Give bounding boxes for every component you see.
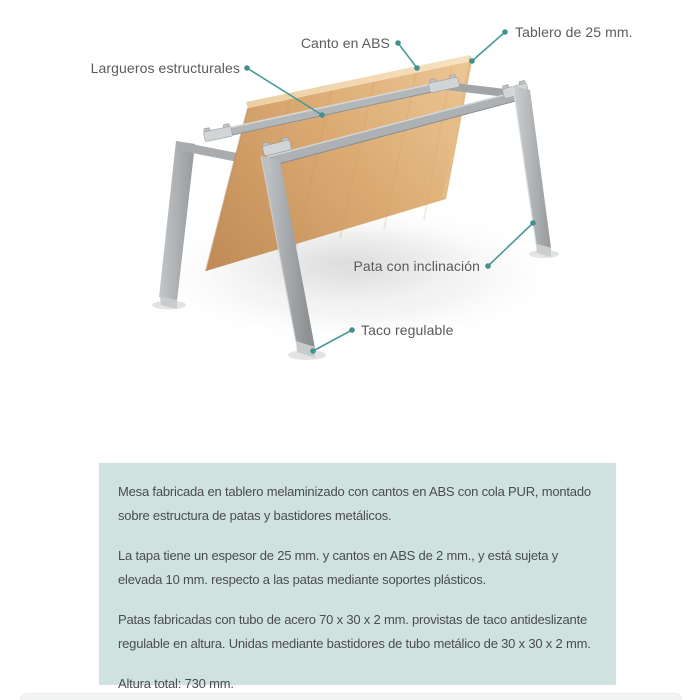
description-panel (99, 463, 616, 691)
label-taco-regulable: Taco regulable (361, 322, 454, 338)
label-canto-abs: Canto en ABS (300, 35, 390, 51)
description-paragraph-2: La tapa tiene un espesor de 25 mm. y cantos en ABS de 2 mm., y está sujeta y elevada 10 mm. respecto a las patas mediante soportes plásticos. (118, 548, 559, 587)
label-pata-inclinacion: Pata con inclinación (353, 258, 480, 274)
label-tablero: Tablero de 25 mm. (515, 24, 633, 40)
label-largueros-estructurales: Largueros estructurales (90, 60, 240, 76)
description-paragraph-4: Altura total: 730 mm. (118, 676, 234, 691)
description-paragraph-3: Patas fabricadas con tubo de acero 70 x 30 x 2 mm. provistas de taco antideslizante regulable en altura. Unidas mediante bastidores de tubo metálico de 30 x 30 x 2 mm. (118, 612, 591, 651)
next-section-edge (20, 693, 682, 700)
description-paragraph-1: Mesa fabricada en tablero melaminizado con cantos en ABS con cola PUR, montado sobre estructura de patas y bastidores metálicos. (118, 484, 591, 523)
